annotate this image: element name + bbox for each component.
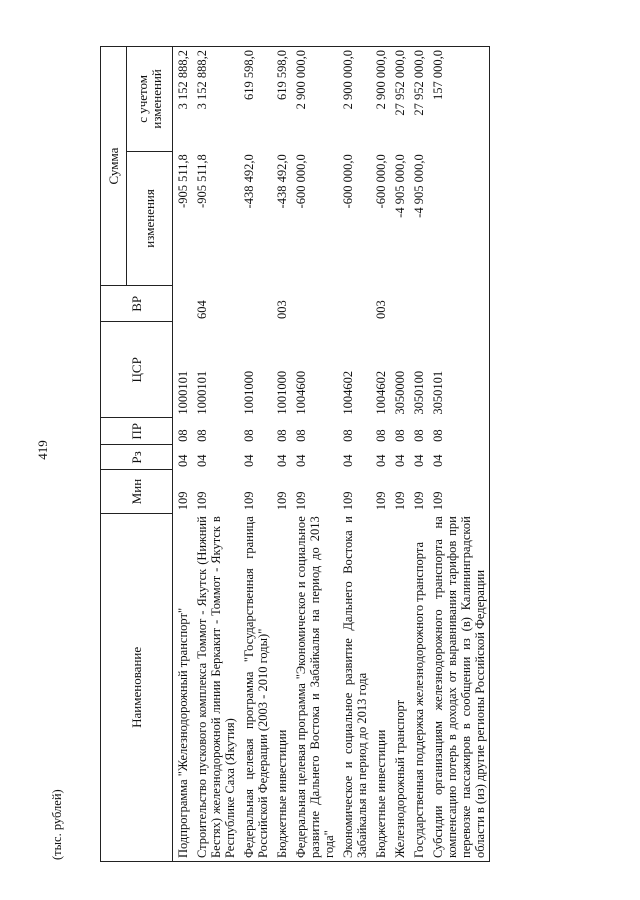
cell-csr: 3050101 xyxy=(428,322,490,418)
cell-pr: 08 xyxy=(176,429,190,442)
cell-min: 109 xyxy=(275,491,289,511)
cell-total: 619 598,0 xyxy=(239,47,272,152)
cell-pr: 08 xyxy=(275,429,289,442)
header-vr: ВР xyxy=(101,286,173,322)
cell-name: Железнодорожный транспорт xyxy=(390,513,409,861)
cell-rz: 04 xyxy=(428,445,490,470)
cell-vr xyxy=(409,286,428,322)
cell-pr: 08 xyxy=(393,429,407,442)
cell-name: Государственная поддержка железнодорожного транспорта xyxy=(409,513,428,861)
cell-change: -600 000,0 xyxy=(341,154,355,209)
cell-vr xyxy=(239,286,272,322)
cell-vr xyxy=(173,286,193,322)
cell-pr: 08 xyxy=(374,429,388,442)
cell-name: Бюджетные инвестиции xyxy=(371,513,390,861)
cell-vr xyxy=(428,286,490,322)
header-with-changes: с учетом изменений xyxy=(127,47,173,152)
cell-min: 109 xyxy=(393,491,407,511)
cell-csr: 1000101 xyxy=(176,370,190,415)
table-row xyxy=(371,47,390,862)
cell-rz: 04 xyxy=(195,454,209,467)
cell-total: 3 152 888,2 xyxy=(173,47,193,152)
cell-total: 27 952 000,0 xyxy=(390,47,409,152)
cell-change xyxy=(428,151,490,285)
cell-change: -905 511,8 xyxy=(195,154,209,208)
cell-change: -4 905 000,0 xyxy=(393,154,407,218)
table-row xyxy=(272,47,291,862)
cell-name: Федеральная целевая программа "Экономическое и социальное развитие Дальнего Востока и Забайкалья на период до 2013 года" xyxy=(291,513,338,861)
cell-vr xyxy=(291,286,338,322)
cell-total: 3 152 888,2 xyxy=(192,47,239,152)
cell-csr: 3050100 xyxy=(412,370,426,415)
cell-total: 27 952 000,0 xyxy=(409,47,428,152)
cell-pr: 08 xyxy=(242,429,256,442)
cell-name: Федеральная целевая программа "Государственная граница Российской Федерации (2003 - 2010 годы)" xyxy=(239,513,272,861)
cell-pr: 08 xyxy=(195,429,209,442)
cell-min: 109 xyxy=(294,491,308,511)
cell-rz: 04 xyxy=(275,454,289,467)
cell-min: 109 xyxy=(176,491,190,511)
header-csr: ЦСР xyxy=(101,322,173,418)
units-label: (тыс. рублей) xyxy=(50,789,64,860)
table-row xyxy=(428,47,490,862)
table-row xyxy=(239,47,272,862)
header-change: изменения xyxy=(127,151,173,285)
header-min: Мин xyxy=(101,470,173,513)
table-row xyxy=(409,47,428,862)
cell-total: 2 900 000,0 xyxy=(371,47,390,152)
budget-table xyxy=(100,46,490,862)
cell-vr: 604 xyxy=(195,300,209,319)
cell-total: 157 000,0 xyxy=(428,47,490,152)
table-body xyxy=(173,47,490,862)
table-row xyxy=(173,47,193,862)
cell-min: 109 xyxy=(374,491,388,511)
cell-rz: 04 xyxy=(294,454,308,467)
cell-name: Экономическое и социальное развитие Дальнего Востока и Забайкалья на период до 2013 года xyxy=(338,513,371,861)
table-row xyxy=(192,47,239,862)
header-sum: Сумма xyxy=(101,47,127,286)
cell-change: -600 000,0 xyxy=(294,154,308,209)
cell-total: 2 900 000,0 xyxy=(291,47,338,152)
table-row xyxy=(291,47,338,862)
cell-name: Бюджетные инвестиции xyxy=(272,513,291,861)
cell-change: -438 492,0 xyxy=(242,154,256,209)
cell-name: Строительство пускового комплекса Томмот - Якутск (Нижний Бестях) железнодорожной линии Беркакит - Томмот - Якутск в Республике Саха (Якутия) xyxy=(192,513,239,861)
cell-rz: 04 xyxy=(412,454,426,467)
table-row xyxy=(390,47,409,862)
cell-vr: 003 xyxy=(275,300,289,319)
cell-csr: 1001000 xyxy=(242,370,256,415)
cell-total: 2 900 000,0 xyxy=(338,47,371,152)
cell-change: -438 492,0 xyxy=(275,154,289,209)
cell-rz: 04 xyxy=(176,454,190,467)
cell-min: 109 xyxy=(242,491,256,511)
cell-total: 619 598,0 xyxy=(272,47,291,152)
cell-rz: 04 xyxy=(341,454,355,467)
cell-vr xyxy=(338,286,371,322)
cell-min: 109 xyxy=(341,491,355,511)
cell-csr: 1000101 xyxy=(195,370,209,415)
cell-csr: 1004602 xyxy=(341,370,355,415)
cell-vr xyxy=(390,286,409,322)
cell-name: Субсидии организациям железнодорожного транспорта на компенсацию потерь в доходах от выравнивания тарифов при перевозке пассажиров в сообщении из (в) Калининградской области в (из) другие регионы Российской Федерации xyxy=(428,513,490,861)
cell-min: 109 xyxy=(195,491,209,511)
cell-change: -905 511,8 xyxy=(176,154,190,208)
header-name: Наименование xyxy=(101,513,173,861)
cell-change: -600 000,0 xyxy=(374,154,388,209)
cell-min: 109 xyxy=(428,470,490,513)
header-rz: Рз xyxy=(101,445,173,470)
cell-csr: 1004602 xyxy=(374,370,388,415)
cell-csr: 3050000 xyxy=(393,370,407,415)
table-row xyxy=(338,47,371,862)
cell-csr: 1001000 xyxy=(275,370,289,415)
cell-change: -4 905 000,0 xyxy=(412,154,426,218)
cell-rz: 04 xyxy=(393,454,407,467)
cell-csr: 1004600 xyxy=(294,370,308,415)
cell-rz: 04 xyxy=(374,454,388,467)
cell-rz: 04 xyxy=(242,454,256,467)
page-number: 419 xyxy=(35,440,50,460)
cell-min: 109 xyxy=(412,491,426,511)
budget-table-container xyxy=(100,46,590,862)
header-pr: ПР xyxy=(101,418,173,445)
cell-pr: 08 xyxy=(428,418,490,445)
cell-pr: 08 xyxy=(412,429,426,442)
cell-pr: 08 xyxy=(341,429,355,442)
cell-name: Подпрограмма "Железнодорожный транспорт" xyxy=(173,513,193,861)
cell-pr: 08 xyxy=(294,429,308,442)
cell-vr: 003 xyxy=(374,300,388,319)
